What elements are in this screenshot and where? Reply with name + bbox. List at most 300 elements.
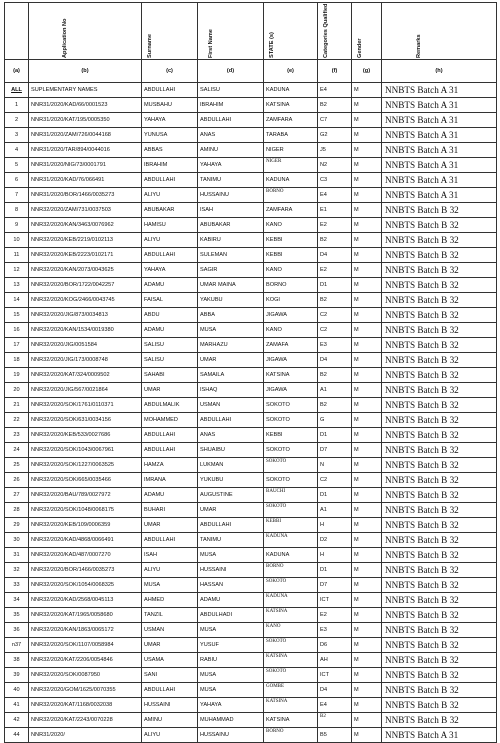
row-sn: 23	[5, 428, 29, 443]
row-gender: M	[352, 578, 382, 593]
row-application-no: SUPLEMENTARY NAMES	[29, 83, 142, 98]
row-sn: 8	[5, 203, 29, 218]
row-category: D4	[318, 683, 352, 698]
row-surname: TANZIL	[142, 608, 198, 623]
row-gender: M	[352, 563, 382, 578]
row-surname: BUHARI	[142, 503, 198, 518]
row-application-no: NNR32/2020/KAN/1863/0065172	[29, 623, 142, 638]
row-category: E2	[318, 263, 352, 278]
row-state: KADUNA	[264, 548, 318, 563]
row-gender: M	[352, 368, 382, 383]
row-first-name: RABIU	[198, 653, 264, 668]
row-category: E2	[318, 218, 352, 233]
row-application-no: NNR32/2020/KAT/2243/0070228	[29, 713, 142, 728]
row-category: D1	[318, 428, 352, 443]
row-state: KATSINA	[264, 98, 318, 113]
row-remark: NNBTS Batch B 32	[382, 368, 497, 383]
row-first-name: ABBA	[198, 308, 264, 323]
row-category: A1	[318, 503, 352, 518]
row-application-no: NNR32/2020/JIG/173/0008748	[29, 353, 142, 368]
row-state: KANO	[264, 218, 318, 233]
row-surname: ABDULLAHI	[142, 83, 198, 98]
row-sn: 29	[5, 518, 29, 533]
row-remark: NNBTS Batch B 32	[382, 473, 497, 488]
row-surname: ISAH	[142, 548, 198, 563]
row-remark: NNBTS Batch B 32	[382, 638, 497, 653]
letter-b: (b)	[29, 60, 142, 83]
row-state: KATSINA	[264, 653, 318, 668]
row-state: KADUNA	[264, 83, 318, 98]
table-row	[5, 218, 497, 233]
row-surname: ABDULLAHI	[142, 173, 198, 188]
row-state: KADUNA	[264, 173, 318, 188]
row-sn: 28	[5, 503, 29, 518]
row-first-name: ANAS	[198, 128, 264, 143]
row-sn: 34	[5, 593, 29, 608]
row-application-no: NNR32/2020/KAT/2206/0054846	[29, 653, 142, 668]
row-state: SOKOTO	[264, 473, 318, 488]
row-category: D2	[318, 533, 352, 548]
header-state: STATE (s)	[264, 3, 318, 60]
row-sn: 1	[5, 98, 29, 113]
row-first-name: HUSSAINU	[198, 188, 264, 203]
table-row	[5, 578, 497, 593]
row-sn: 30	[5, 533, 29, 548]
row-sn: 33	[5, 578, 29, 593]
row-gender: M	[352, 233, 382, 248]
header-surname: Surname	[142, 3, 198, 60]
row-gender: M	[352, 308, 382, 323]
row-sn: 24	[5, 443, 29, 458]
row-surname: ABDULMALIK	[142, 398, 198, 413]
row-surname: HAMZA	[142, 458, 198, 473]
table-row	[5, 698, 497, 713]
row-category: D6	[318, 638, 352, 653]
row-first-name: HUSSAINI	[198, 563, 264, 578]
row-surname: ALIYU	[142, 563, 198, 578]
row-application-no: NNR32/2020/SOK/1761/0110371	[29, 398, 142, 413]
row-gender: M	[352, 473, 382, 488]
row-state: KANO	[264, 263, 318, 278]
row-sn: 42	[5, 713, 29, 728]
row-category: E3	[318, 338, 352, 353]
row-surname: SAHABI	[142, 368, 198, 383]
row-sn: 41	[5, 698, 29, 713]
row-state: SOKOTO	[264, 503, 318, 518]
row-state: SOKOTO	[264, 638, 318, 653]
row-sn: 16	[5, 323, 29, 338]
row-sn: 6	[5, 173, 29, 188]
row-surname: YAHAYA	[142, 263, 198, 278]
row-category: D1	[318, 488, 352, 503]
row-category: C3	[318, 173, 352, 188]
row-gender: M	[352, 548, 382, 563]
header-sn	[5, 3, 29, 60]
row-state: BORNO	[264, 278, 318, 293]
row-remark: NNBTS Batch B 32	[382, 233, 497, 248]
row-state: KADUNA	[264, 593, 318, 608]
row-remark: NNBTS Batch B 32	[382, 668, 497, 683]
row-first-name: HUSSAINU	[198, 728, 264, 743]
row-category: B2	[318, 233, 352, 248]
row-remark: NNBTS Batch B 32	[382, 293, 497, 308]
row-state: JIGAWA	[264, 353, 318, 368]
row-application-no: NNR32/2020/BAU/789/0027972	[29, 488, 142, 503]
table-row	[5, 278, 497, 293]
applicants-sheet	[4, 2, 496, 743]
row-surname: ABUBAKAR	[142, 203, 198, 218]
row-state: ZAMAFA	[264, 338, 318, 353]
row-remark: NNBTS Batch B 32	[382, 398, 497, 413]
row-remark: NNBTS Batch B 32	[382, 518, 497, 533]
row-first-name: YAKUBU	[198, 293, 264, 308]
row-category: N2	[318, 158, 352, 173]
row-state: KEBBI	[264, 518, 318, 533]
row-first-name: MUHAMMAD	[198, 713, 264, 728]
row-category: B2	[318, 293, 352, 308]
row-state: KADUNA	[264, 533, 318, 548]
row-state: BAUCHI	[264, 488, 318, 503]
row-surname: ALIYU	[142, 188, 198, 203]
row-category: C2	[318, 473, 352, 488]
table-body	[5, 83, 497, 743]
row-gender: M	[352, 443, 382, 458]
row-state: KATSINA	[264, 713, 318, 728]
row-state: KATSINA	[264, 698, 318, 713]
row-gender: M	[352, 383, 382, 398]
row-gender: M	[352, 83, 382, 98]
row-surname: AHMED	[142, 593, 198, 608]
row-sn: 5	[5, 158, 29, 173]
row-surname: AMINU	[142, 713, 198, 728]
row-category: B2	[318, 713, 352, 728]
row-category: D7	[318, 443, 352, 458]
row-first-name: KABIRU	[198, 233, 264, 248]
row-sn: 31	[5, 548, 29, 563]
row-remark: NNBTS Batch A 31	[382, 143, 497, 158]
table-row	[5, 368, 497, 383]
row-application-no: NNR31/2020/	[29, 728, 142, 743]
row-surname: HUSSAINI	[142, 698, 198, 713]
row-sn: 19	[5, 368, 29, 383]
row-state: BORNO	[264, 728, 318, 743]
row-sn: 13	[5, 278, 29, 293]
row-gender: M	[352, 323, 382, 338]
table-row	[5, 398, 497, 413]
row-remark: NNBTS Batch B 32	[382, 548, 497, 563]
row-state: KANO	[264, 323, 318, 338]
row-category: E4	[318, 188, 352, 203]
row-sn: n37	[5, 638, 29, 653]
row-surname: SANI	[142, 668, 198, 683]
row-state: JIGAWA	[264, 383, 318, 398]
row-sn: 38	[5, 653, 29, 668]
row-category: N	[318, 458, 352, 473]
table-row	[5, 143, 497, 158]
table-row	[5, 113, 497, 128]
table-row	[5, 518, 497, 533]
row-application-no: NNR32/2020/KAN/1534/0019380	[29, 323, 142, 338]
row-category: C2	[318, 323, 352, 338]
table-row	[5, 638, 497, 653]
table-row	[5, 503, 497, 518]
row-sn: 2	[5, 113, 29, 128]
row-sn: 15	[5, 308, 29, 323]
row-first-name: IBRAHIM	[198, 98, 264, 113]
row-first-name: SAMAILA	[198, 368, 264, 383]
row-remark: NNBTS Batch B 32	[382, 503, 497, 518]
row-sn: 14	[5, 293, 29, 308]
letter-c: (c)	[142, 60, 198, 83]
letter-h: (h)	[382, 60, 497, 83]
row-surname: IMRANA	[142, 473, 198, 488]
row-remark: NNBTS Batch B 32	[382, 653, 497, 668]
letter-a: (a)	[5, 60, 29, 83]
row-remark: NNBTS Batch B 32	[382, 218, 497, 233]
table-row	[5, 173, 497, 188]
row-remark: NNBTS Batch B 32	[382, 338, 497, 353]
row-application-no: NNR32/2020/JIG/567/0021864	[29, 383, 142, 398]
row-remark: NNBTS Batch B 32	[382, 413, 497, 428]
row-sn: 3	[5, 128, 29, 143]
row-first-name: YUKUBU	[198, 473, 264, 488]
table-row	[5, 608, 497, 623]
row-remark: NNBTS Batch B 32	[382, 623, 497, 638]
row-application-no: NNR31/2020/KAD/76/066491	[29, 173, 142, 188]
row-first-name: ISAH	[198, 203, 264, 218]
row-application-no: NNR32/2020/KEB/109/0006359	[29, 518, 142, 533]
row-first-name: ISHAQ	[198, 383, 264, 398]
row-application-no: NNR32/2020/SOK/0087950	[29, 668, 142, 683]
row-remark: NNBTS Batch B 32	[382, 263, 497, 278]
row-gender: M	[352, 158, 382, 173]
table-row	[5, 728, 497, 743]
row-gender: M	[352, 458, 382, 473]
row-first-name: MUSA	[198, 623, 264, 638]
row-category: B2	[318, 398, 352, 413]
row-sn: 35	[5, 608, 29, 623]
table-row	[5, 548, 497, 563]
row-first-name: SAGIR	[198, 263, 264, 278]
row-category: D7	[318, 578, 352, 593]
row-application-no: NNR32/2020/SOK/665/0035466	[29, 473, 142, 488]
row-category: ICT	[318, 668, 352, 683]
header-remarks: Remarks	[382, 3, 497, 60]
row-application-no: NNR32/2020/KAD/487/0007270	[29, 548, 142, 563]
table-row	[5, 128, 497, 143]
row-application-no: NNR32/2020/SOK/1054/0068325	[29, 578, 142, 593]
row-state: BORNO	[264, 188, 318, 203]
row-surname: HAMISU	[142, 218, 198, 233]
all-row	[5, 83, 497, 98]
row-sn: 21	[5, 398, 29, 413]
row-gender: M	[352, 248, 382, 263]
row-gender: M	[352, 728, 382, 743]
table-row	[5, 653, 497, 668]
row-category: B2	[318, 98, 352, 113]
row-sn: 17	[5, 338, 29, 353]
row-remark: NNBTS Batch B 32	[382, 698, 497, 713]
row-first-name: TANIMU	[198, 533, 264, 548]
row-category: B2	[318, 368, 352, 383]
row-gender: M	[352, 413, 382, 428]
row-first-name: ABUBAKAR	[198, 218, 264, 233]
row-state: ZAMFARA	[264, 203, 318, 218]
applicants-table	[4, 2, 497, 743]
row-sn: 11	[5, 248, 29, 263]
row-sn: 7	[5, 188, 29, 203]
row-first-name: MUSA	[198, 548, 264, 563]
row-application-no: NNR32/2020/KEB/2219/0102113	[29, 233, 142, 248]
row-remark: NNBTS Batch B 32	[382, 248, 497, 263]
row-first-name: UMAR	[198, 353, 264, 368]
row-category: E3	[318, 623, 352, 638]
row-gender: M	[352, 263, 382, 278]
table-row	[5, 668, 497, 683]
row-remark: NNBTS Batch B 32	[382, 428, 497, 443]
row-gender: M	[352, 353, 382, 368]
row-application-no: NNR32/2020/KEB/533/0027686	[29, 428, 142, 443]
row-remark: NNBTS Batch B 32	[382, 533, 497, 548]
row-application-no: NNR32/2020/SOK/1043/0067961	[29, 443, 142, 458]
table-row	[5, 338, 497, 353]
row-remark: NNBTS Batch B 32	[382, 308, 497, 323]
row-application-no: NNR32/2020/SOK/1227/0063525	[29, 458, 142, 473]
row-state: KATSINA	[264, 608, 318, 623]
row-gender: M	[352, 683, 382, 698]
row-application-no: NNR32/2020/BOR/1722/0042257	[29, 278, 142, 293]
row-remark: NNBTS Batch B 32	[382, 593, 497, 608]
row-application-no: NNR31/2020/ZAM/726/0044168	[29, 128, 142, 143]
row-sn: 36	[5, 623, 29, 638]
row-sn: 39	[5, 668, 29, 683]
row-state: NIGER	[264, 143, 318, 158]
row-gender: M	[352, 218, 382, 233]
row-gender: M	[352, 128, 382, 143]
table-row	[5, 353, 497, 368]
column-letter-row	[5, 60, 497, 83]
letter-d: (d)	[198, 60, 264, 83]
row-remark: NNBTS Batch B 32	[382, 578, 497, 593]
row-surname: SALISU	[142, 338, 198, 353]
table-row	[5, 683, 497, 698]
row-surname: YUNUSA	[142, 128, 198, 143]
row-gender: M	[352, 698, 382, 713]
row-state: KEBBI	[264, 233, 318, 248]
row-application-no: NNR32/2020/KAT/1965/0058680	[29, 608, 142, 623]
row-category: G2	[318, 128, 352, 143]
table-row	[5, 713, 497, 728]
table-row	[5, 308, 497, 323]
row-surname: IBRAHIM	[142, 158, 198, 173]
row-application-no: NNR32/2020/ZAM/731/0037503	[29, 203, 142, 218]
row-first-name: MUSA	[198, 668, 264, 683]
row-state: GOMBE	[264, 683, 318, 698]
row-remark: NNBTS Batch B 32	[382, 323, 497, 338]
row-category: J5	[318, 143, 352, 158]
row-state: BORNO	[264, 563, 318, 578]
row-first-name: HASSAN	[198, 578, 264, 593]
row-first-name: YUSUF	[198, 638, 264, 653]
row-application-no: NNR32/2020/KAT/1168/0032038	[29, 698, 142, 713]
row-surname: MUSA	[142, 578, 198, 593]
row-sn: 4	[5, 143, 29, 158]
row-sn: 12	[5, 263, 29, 278]
table-row	[5, 413, 497, 428]
row-category: H	[318, 548, 352, 563]
row-gender: M	[352, 143, 382, 158]
header-categories: Categories Qualified	[318, 3, 352, 60]
row-state: KEBBI	[264, 428, 318, 443]
row-gender: M	[352, 593, 382, 608]
row-surname: USAMA	[142, 653, 198, 668]
row-surname: ADAMU	[142, 278, 198, 293]
row-category: A1	[318, 383, 352, 398]
row-surname: ABDULLAHI	[142, 683, 198, 698]
row-gender: M	[352, 653, 382, 668]
row-application-no: NNR32/2020/KEB/2223/0102171	[29, 248, 142, 263]
row-application-no: NNR32/2020/GOM/1625/0070355	[29, 683, 142, 698]
row-remark: NNBTS Batch B 32	[382, 683, 497, 698]
table-row	[5, 323, 497, 338]
table-row	[5, 98, 497, 113]
row-category: H	[318, 518, 352, 533]
row-first-name: SULEMAN	[198, 248, 264, 263]
letter-f: (f)	[318, 60, 352, 83]
row-remark: NNBTS Batch A 31	[382, 98, 497, 113]
row-first-name: ADAMU	[198, 593, 264, 608]
table-row	[5, 533, 497, 548]
row-application-no: NNR32/2020/KAT/324/0009502	[29, 368, 142, 383]
row-category: C2	[318, 308, 352, 323]
row-first-name: YAHAYA	[198, 698, 264, 713]
row-surname: ADAMU	[142, 323, 198, 338]
row-surname: ABDULLAHI	[142, 248, 198, 263]
row-gender: M	[352, 638, 382, 653]
table-row	[5, 158, 497, 173]
row-sn: 9	[5, 218, 29, 233]
row-surname: SALISU	[142, 353, 198, 368]
row-first-name: USMAN	[198, 398, 264, 413]
row-first-name: ABDULHADI	[198, 608, 264, 623]
row-surname: UMAR	[142, 518, 198, 533]
row-state: ZAMFARA	[264, 113, 318, 128]
row-category: D1	[318, 278, 352, 293]
row-sn: 26	[5, 473, 29, 488]
row-remark: NNBTS Batch A 31	[382, 128, 497, 143]
row-category: E2	[318, 608, 352, 623]
row-application-no: NNR31/2020/TAR/894/0044016	[29, 143, 142, 158]
table-row	[5, 248, 497, 263]
table-row	[5, 203, 497, 218]
row-state: SOKOTO	[264, 398, 318, 413]
row-surname: MOHAMMED	[142, 413, 198, 428]
row-first-name: TANIMU	[198, 173, 264, 188]
row-gender: M	[352, 518, 382, 533]
row-surname: ALIYU	[142, 728, 198, 743]
row-application-no: NNR32/2020/KAN/3463/0076962	[29, 218, 142, 233]
table-row	[5, 428, 497, 443]
table-row	[5, 458, 497, 473]
row-surname: FAISAL	[142, 293, 198, 308]
row-surname: ABDULLAHI	[142, 428, 198, 443]
table-row	[5, 383, 497, 398]
table-row	[5, 263, 497, 278]
row-category: G	[318, 413, 352, 428]
row-gender: M	[352, 113, 382, 128]
row-application-no: NNR32/2020/KOG/2466/0043745	[29, 293, 142, 308]
row-gender: M	[352, 338, 382, 353]
